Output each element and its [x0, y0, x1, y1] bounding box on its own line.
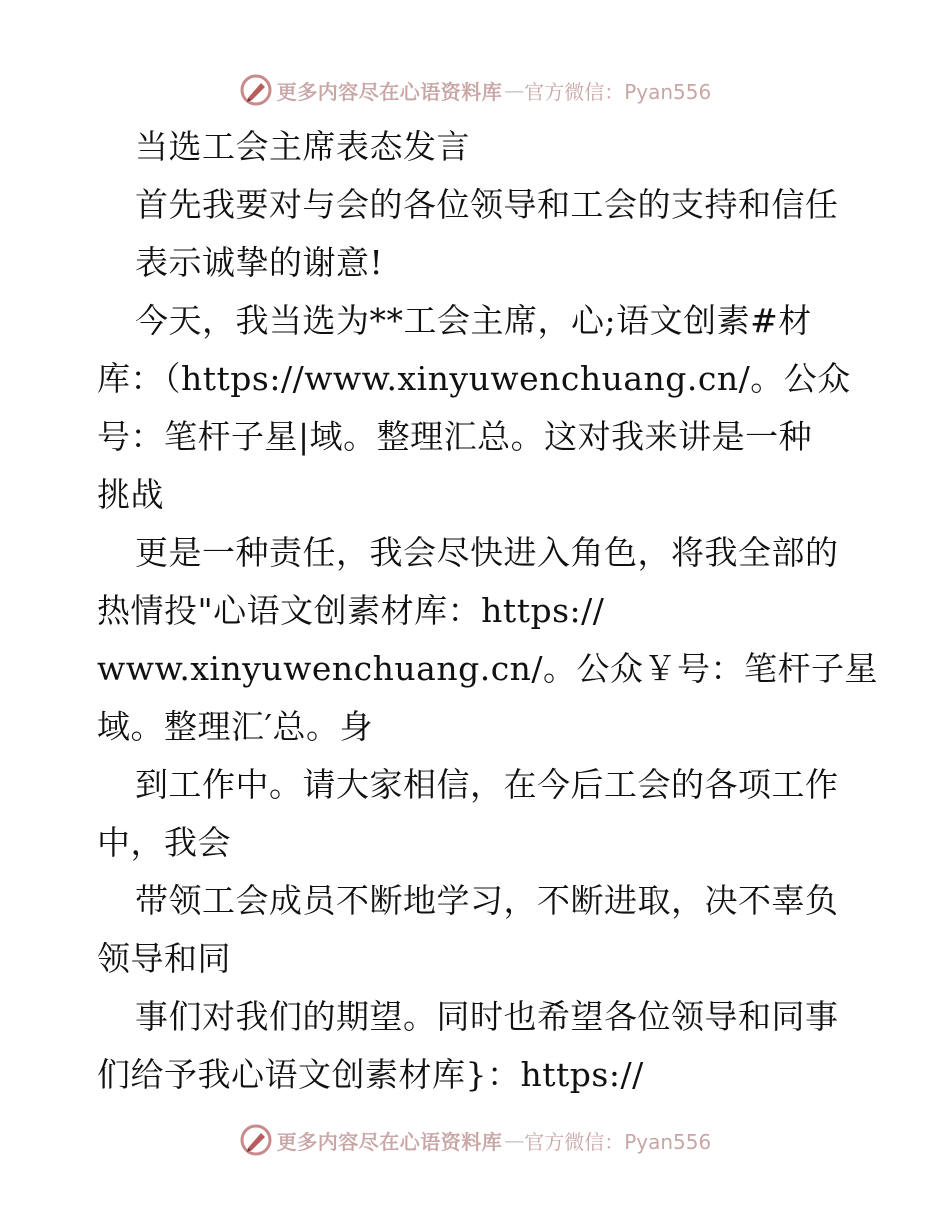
pen-logo-icon: [239, 1123, 273, 1157]
watermark-brand: 更多内容尽在心语资料库: [276, 79, 503, 104]
watermark-wechat: 官方微信：Pyan556: [524, 1129, 712, 1154]
text-line: www.xinyuwenchuang.cn/。公众￥号：笔杆子星: [97, 649, 879, 688]
text-line: 们给予我心语文创素材库}：https://: [97, 1055, 644, 1094]
watermark-wechat: 官方微信：Pyan556: [524, 79, 712, 104]
text-line: 带领工会成员不断地学习，不断进取，决不辜负: [135, 881, 839, 920]
text-line: 首先我要对与会的各位领导和工会的支持和信任: [135, 185, 839, 224]
watermark-separator: —: [504, 78, 525, 102]
header-watermark: [0, 70, 950, 110]
document-body: [97, 118, 879, 1104]
watermark-brand: 更多内容尽在心语资料库: [276, 1129, 503, 1154]
text-line: 到工作中。请大家相信，在今后工会的各项工作: [135, 765, 839, 804]
text-line: 事们对我们的期望。同时也希望各位领导和同事: [135, 997, 839, 1036]
document-title: 当选工会主席表态发言: [135, 127, 470, 166]
text-line: 挑战: [97, 475, 164, 514]
footer-watermark: [0, 1120, 950, 1160]
text-line: 领导和同: [97, 939, 231, 978]
text-line: 热情投"心语文创素材库：https://: [97, 591, 605, 630]
text-line: 表示诚挚的谢意!: [135, 243, 384, 282]
watermark-separator: —: [504, 1128, 525, 1152]
text-line: 号：笔杆子星|域。整理汇总。这对我来讲是一种: [97, 417, 813, 456]
text-line: 中，我会: [97, 823, 231, 862]
text-line: 库：（https://www.xinyuwenchuang.cn/。公众: [97, 359, 851, 398]
text-line: 域。整理汇′总。身: [97, 707, 373, 746]
text-line: 更是一种责任，我会尽快进入角色，将我全部的: [135, 533, 839, 572]
text-line: 今天，我当选为**工会主席，心;语文创素#材: [135, 301, 812, 340]
pen-logo-icon: [239, 73, 273, 107]
